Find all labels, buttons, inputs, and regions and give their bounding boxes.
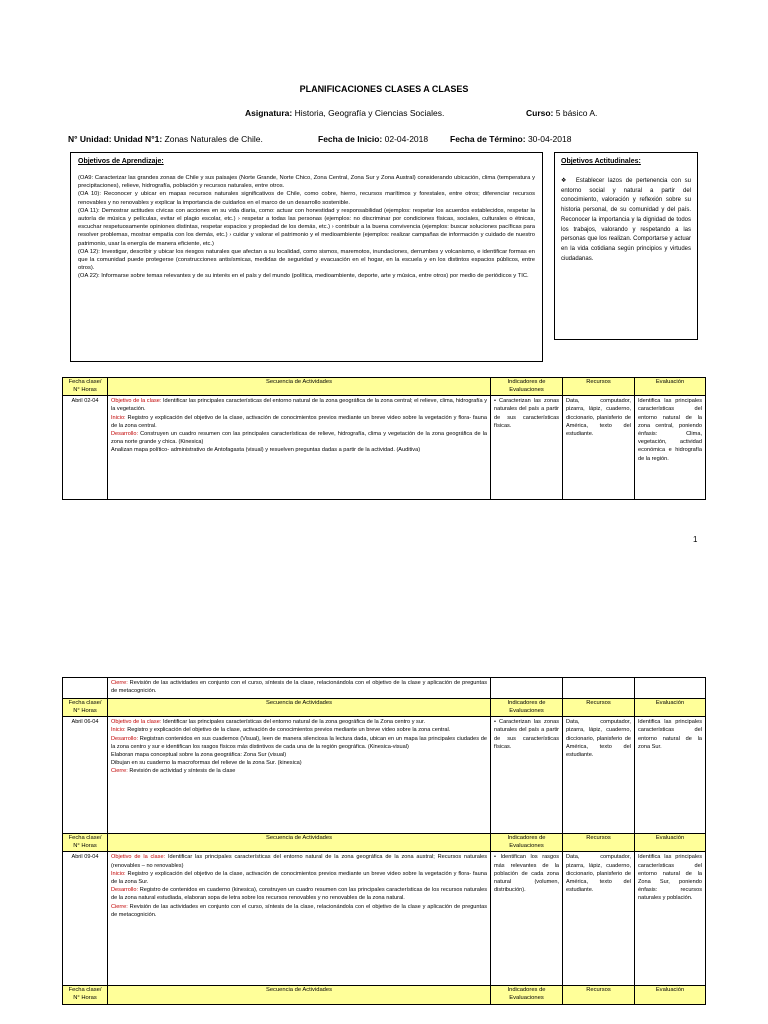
header-date: Fecha clase/ N° Horas bbox=[63, 699, 108, 717]
course-value: 5 básico A. bbox=[555, 108, 598, 118]
objective-oa12: (OA 12): Investigar, describir y ubicar los riesgos naturales que afectan a su localidad, como sismos, maremotos, inundaciones, derrumbes y volcanismo, e identificar formas en que la comunidad puede protegerse (construcciones antisísmicas, medidas de seguridad y evacuación en el hogar, en la escuela y en los distintos espacios públicos, entre otros). bbox=[78, 248, 535, 272]
activities-table-2 bbox=[62, 677, 706, 1005]
start-date-value: 02-04-2018 bbox=[384, 134, 429, 144]
header-resources: Recursos bbox=[563, 986, 635, 1004]
start-date-line bbox=[318, 134, 428, 144]
header-evaluation: Evaluación bbox=[635, 378, 706, 396]
table-row bbox=[63, 717, 706, 834]
header-indicators: Indicadores de Evaluaciones bbox=[491, 986, 563, 1004]
header-date: Fecha clase/ N° Horas bbox=[63, 834, 108, 852]
header-evaluation: Evaluación bbox=[635, 834, 706, 852]
header-indicators: Indicadores de Evaluaciones bbox=[491, 834, 563, 852]
end-date-label: Fecha de Término: bbox=[450, 134, 526, 144]
objective-oa10: (OA 10): Reconocer y ubicar en mapas recursos naturales significativos de Chile, como cobre, hierro, recursos marítimos y forestales, entre otros; diferenciar recursos renovables y no renovables y explicar la importancia de cuidarlos en el marco de un desarrollo sostenible. bbox=[78, 191, 535, 206]
evaluation-cell: Identifica las principales características del entorno natural de la zona central, poniendo énfasis: Clima, vegetación, actividad económica e hidrografía de la región. bbox=[635, 396, 706, 500]
course-label: Curso: bbox=[526, 108, 554, 118]
header-resources: Recursos bbox=[563, 378, 635, 396]
objective-oa11: (OA 11): Demostrar actitudes cívicas con acciones en su vida diaria, como: actuar con honestidad y responsabilidad (ejemplos: respetar los acuerdos establecidos, respetar la autoría de música y películas, evitar el plagio escolar, etc.) › respetar a todas las personas (ejemplos: no discriminar por condiciones físicas, sociales, culturales o étnicas, escuchar respetuosamente opiniones distintas, respetar espacios y propiedad de los demás, etc.) › contribuir a la buena convivencia (ejemplos: buscar soluciones pacíficas para resolver problemas, mostrar empatía con los demás, etc.) › cuidar y valorar el patrimonio y el medioambiente (ejemplos: realizar campañas de información y cuidado de nuestro patrimonio, usar la energía de manera eficiente, etc.) bbox=[78, 207, 535, 247]
subject-value: Historia, Geografía y Ciencias Sociales. bbox=[294, 108, 445, 118]
table-row bbox=[63, 396, 706, 500]
header-evaluation: Evaluación bbox=[635, 699, 706, 717]
resources-cell: Data, computador, pizarra, lápiz, cuaderno, diccionario, planisferio de América, texto del estudiante. bbox=[563, 396, 635, 500]
learning-objectives-box bbox=[70, 152, 543, 362]
attitudinal-objectives-box bbox=[554, 152, 698, 340]
table-row bbox=[63, 678, 706, 699]
page-number: 1 bbox=[693, 535, 698, 544]
header-sequence: Secuencia de Actividades bbox=[108, 986, 491, 1004]
table-header-row bbox=[63, 834, 706, 852]
end-date-value: 30-04-2018 bbox=[527, 134, 572, 144]
start-date-label: Fecha de Inicio: bbox=[318, 134, 383, 144]
resources-cell: Data, computador, pizarra, lápiz, cuaderno, diccionario, planisferio de América, texto del estudiante. bbox=[563, 852, 635, 986]
header-indicators: Indicadores de Evaluaciones bbox=[491, 699, 563, 717]
diamond-bullet-icon: ❖ bbox=[561, 178, 569, 184]
attitudinal-objectives-heading: Objetivos Actitudinales: bbox=[561, 158, 641, 165]
class-date: Abril 09-04 bbox=[63, 852, 108, 986]
header-date: Fecha clase/ N° Horas bbox=[63, 986, 108, 1004]
evaluation-indicator: • Caracterizan las zonas naturales del país a partir de sus características físicas. bbox=[491, 396, 563, 500]
course-line bbox=[526, 108, 597, 118]
evaluation-cell: Identifica las principales características del entorno natural de la Zona Sur, poniendo énfasis: recursos naturales y población. bbox=[635, 852, 706, 986]
class-date: Abril 06-04 bbox=[63, 717, 108, 834]
table-header-row bbox=[63, 699, 706, 717]
learning-objectives-heading: Objetivos de Aprendizaje: bbox=[78, 158, 164, 165]
header-date: Fecha clase/ N° Horas bbox=[63, 378, 108, 396]
table-row bbox=[63, 852, 706, 986]
header-indicators: Indicadores de Evaluaciones bbox=[491, 378, 563, 396]
activity-sequence: Objetivo de la clase: Identificar las principales características del entorno natural de la zona geográfica de la Zona centro y sur. Inicio: Registro y explicación del objetivo de la clase, activación de conocimientos previos mediante un breve video sobre la zona central. Desarrollo: Registran contenidos en sus cuadernos (Visual), leen de manera silenciosa la lectura dada, ubican en un mapa las principales ciudades de la zona centro y sur e identifican los rasgos físicos más distintivos de cada una de la región geográfica. (Kinesica-visual) Elaboran mapa conceptual sobre la zona geográfica: Zona Sur (visual) Dibujan en su cuaderno la macroformas del relieve de la zona Sur. (kinesica) Cierre: Revisión de actividad y síntesis de la clase bbox=[108, 717, 491, 834]
evaluation-indicator: • Identifican los rasgos más relevantes de la población de cada zona natural (volumen, distribución). bbox=[491, 852, 563, 986]
header-sequence: Secuencia de Actividades bbox=[108, 834, 491, 852]
header-resources: Recursos bbox=[563, 834, 635, 852]
end-date-line bbox=[450, 134, 571, 144]
activity-sequence: Objetivo de la clase: Identificar las principales características del entorno natural de la zona geográfica de la zona central; el relieve, clima, hidrografía y la vegetación. Inicio: Registro y explicación del objetivo de la clase, activación de conocimientos previos mediante un breve video sobre la vegetación y flora- fauna de la zona central. Desarrollo: Construyen un cuadro resumen con las principales características de relieve, hidrografía, clima y vegetación de la zona geográfica de la zona norte grande y chica. (Kinesica) Analizan mapa político- administrativo de Antofagasta (visual) y resuelven preguntas dadas a partir de la actividad. (Auditiva) bbox=[108, 396, 491, 500]
table-header-row bbox=[63, 986, 706, 1004]
page-title: PLANIFICACIONES CLASES A CLASES bbox=[299, 84, 469, 94]
header-evaluation: Evaluación bbox=[635, 986, 706, 1004]
evaluation-cell: Identifica las principales características del entorno natural de la zona Sur. bbox=[635, 717, 706, 834]
objective-oa9: (OA9: Caracterizar las grandes zonas de Chile y sus paisajes (Norte Grande, Norte Chico, Zona Central, Zona Sur y Zona Austral) considerando ubicación, clima (temperatura y precipitaciones), relieve, hidrografía, población y recursos naturales, entre otros. bbox=[78, 175, 535, 190]
header-sequence: Secuencia de Actividades bbox=[108, 378, 491, 396]
resources-cell: Data, computador, pizarra, lápiz, cuaderno, diccionario, planisferio de América, texto del estudiante. bbox=[563, 717, 635, 834]
attitudinal-objectives-text: ❖ Establecer lazos de pertenencia con su entorno social y natural a partir del conocimiento, valoración y reflexión sobre su historia personal, de su comunidad y del país. Reconocer la importancia y la dignidad de todos los trabajos, valorando y respetando a las personas que los realizan. Comportarse y actuar en la vida cotidiana según principios y virtudes ciudadanas. bbox=[561, 178, 691, 262]
activity-sequence: Objetivo de la clase: Identificar las principales características del entorno natural de la zona geográfica de la zona austral; Recursos naturales (renovables – no renovables) Inicio: Registro y explicación del objetivo de la clase, activación de conocimientos previos mediante un breve video sobre la vegetación y flora- fauna de la zona Sur. Desarrollo: Registro de contenidos en cuaderno (kinesica), construyen un cuadro resumen con las principales características de los recursos naturales de la zona natural estudiada, elaboran sopa de letra sobre los recursos renovables y no renovables de la zona natural. Cierre: Revisión de las actividades en conjunto con el curso, síntesis de la clase, relacionándola con el objetivo de la clase y aplicación de preguntas de metacognición. bbox=[108, 852, 491, 986]
header-resources: Recursos bbox=[563, 699, 635, 717]
unit-line bbox=[68, 134, 263, 144]
unit-value: Zonas Naturales de Chile. bbox=[164, 134, 263, 144]
class-date: Abril 02-04 bbox=[63, 396, 108, 500]
unit-label: N° Unidad: Unidad N°1: bbox=[68, 134, 163, 144]
activities-table-1 bbox=[62, 377, 706, 500]
header-sequence: Secuencia de Actividades bbox=[108, 699, 491, 717]
table-header-row bbox=[63, 378, 706, 396]
closing-continued: Cierre: Revisión de las actividades en conjunto con el curso, síntesis de la clase, relacionándola con el objetivo de la clase y aplicación de preguntas de metacognición. bbox=[108, 678, 491, 699]
objective-oa22: (OA 22): Informarse sobre temas relevantes y de su interés en el país y del mundo (política, medioambiente, deporte, arte y música, entre otros) por medio de periódicos y TIC. bbox=[78, 273, 529, 280]
evaluation-indicator: • Caracterizan las zonas naturales del país a partir de sus características físicas. bbox=[491, 717, 563, 834]
subject-label: Asignatura: bbox=[245, 108, 293, 118]
subject-line bbox=[245, 108, 444, 118]
